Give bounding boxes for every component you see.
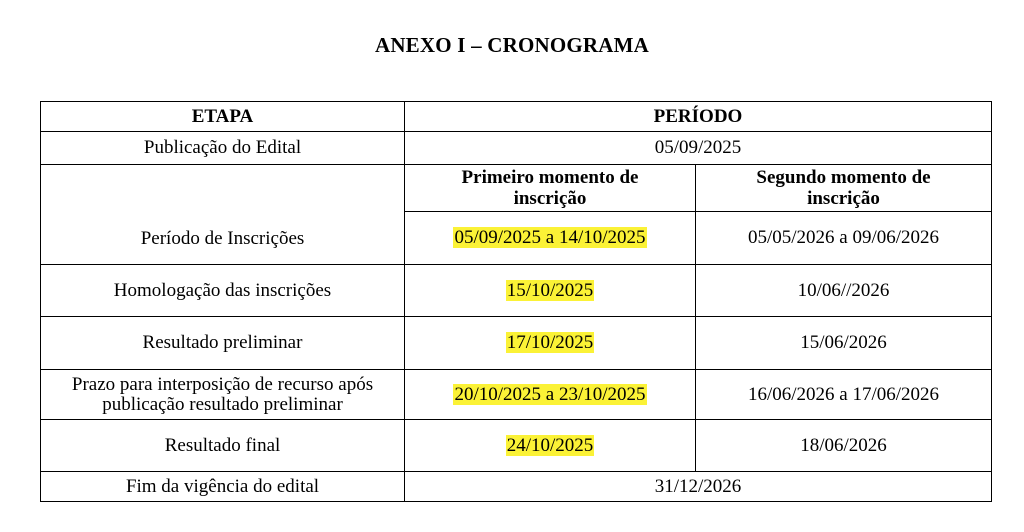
table-row-recurso [41,370,992,420]
table-row-publicacao [41,132,992,165]
schedule-table [40,101,992,502]
periodo-publicacao: 05/09/2025 [405,132,992,165]
periodo-fim: 31/12/2026 [405,472,992,502]
primeiro-homologacao: 15/10/2025 [506,279,594,301]
etapa-final: Resultado final [41,420,405,472]
etapa-recurso [41,370,405,420]
table-row-fim [41,472,992,502]
segundo-inscricoes: 05/05/2026 a 09/06/2026 [696,212,992,265]
primeiro-preliminar: 17/10/2025 [506,332,594,353]
subheader-primeiro-momento: Primeiro momento de inscrição [405,165,696,212]
etapa-preliminar: Resultado preliminar [41,317,405,370]
header-etapa: ETAPA [41,102,405,132]
table-row-final [41,420,992,472]
document-title: ANEXO I – CRONOGRAMA [374,33,650,57]
segundo-homologacao: 10/06//2026 [696,265,992,317]
header-periodo: PERÍODO [405,102,992,132]
primeiro-final-cell [405,420,696,472]
primeiro-inscricoes: 05/09/2025 a 14/10/2025 [454,227,646,248]
table-row-subheader [41,165,992,212]
segundo-recurso: 16/06/2026 a 17/06/2026 [696,370,992,420]
primeiro-recurso-cell [405,370,696,420]
etapa-inscricoes: Período de Inscrições [41,165,405,265]
segundo-final: 18/06/2026 [696,420,992,472]
primeiro-recurso: 20/10/2025 a 23/10/2025 [454,383,646,405]
etapa-homologacao: Homologação das inscrições [41,265,405,317]
etapa-recurso-line1: Prazo para interposição de recurso após [71,373,374,395]
segundo-preliminar: 15/06/2026 [696,317,992,370]
etapa-fim: Fim da vigência do edital [41,472,405,502]
primeiro-inscricoes-cell [405,212,696,265]
table-row-homologacao [41,265,992,317]
etapa-publicacao: Publicação do Edital [41,132,405,165]
primeiro-preliminar-cell [405,317,696,370]
table-row-preliminar [41,317,992,370]
table-header-row [41,102,992,132]
subheader-segundo-momento: Segundo momento de inscrição [696,165,992,212]
etapa-recurso-line2: publicação resultado preliminar [102,393,343,415]
primeiro-final: 24/10/2025 [506,434,594,456]
primeiro-homologacao-cell [405,265,696,317]
